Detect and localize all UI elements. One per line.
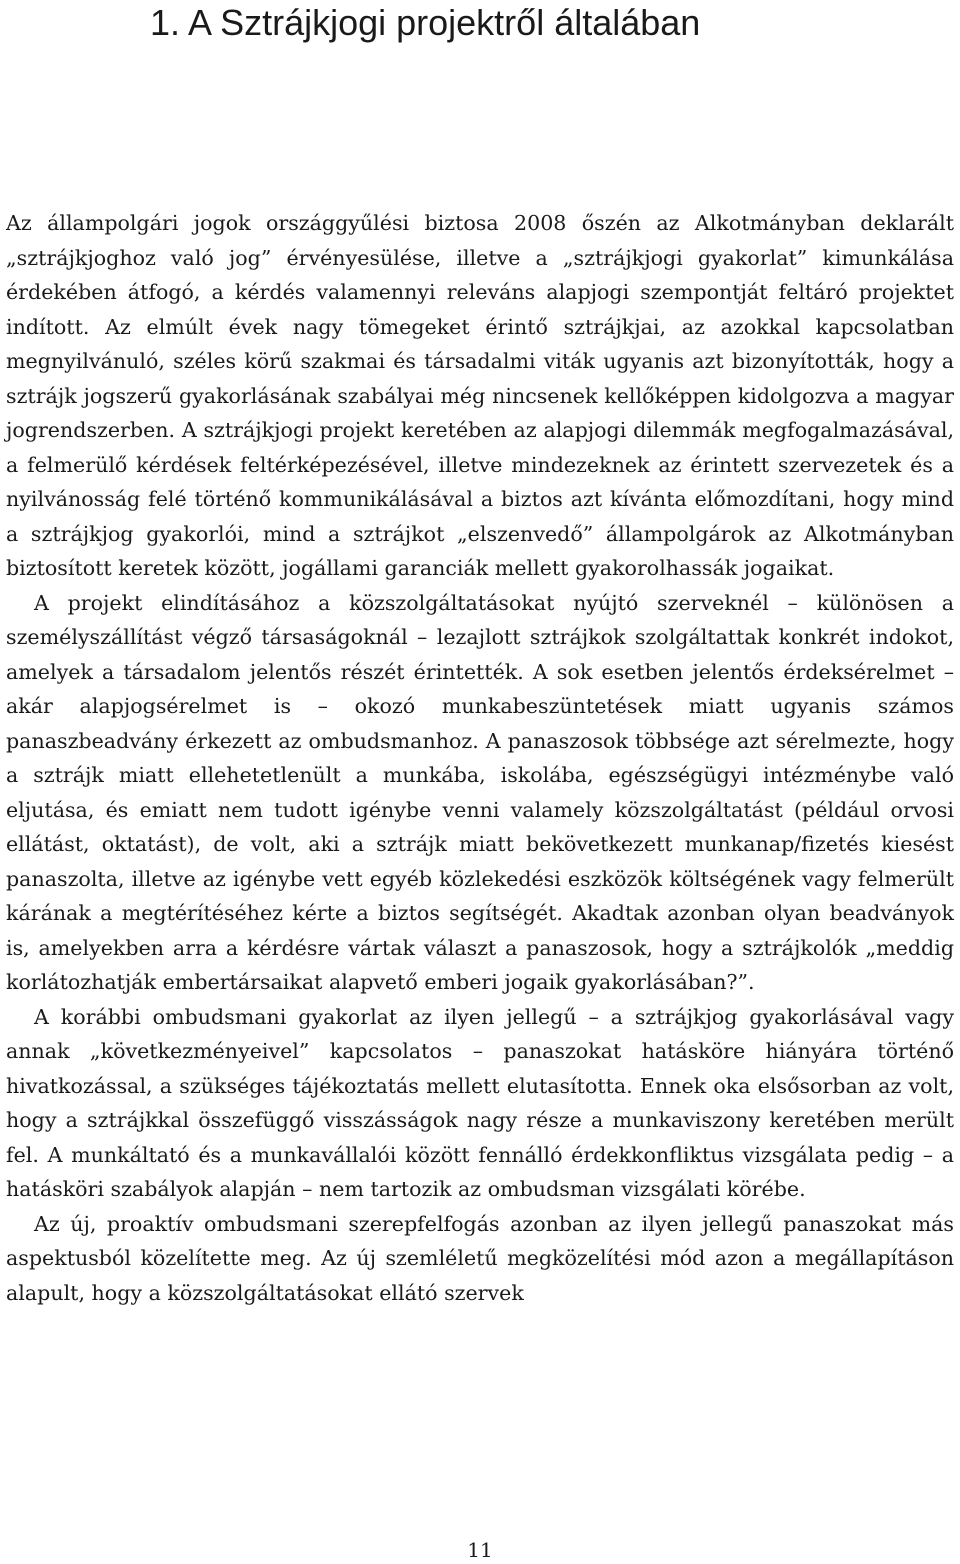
page-number: 11 bbox=[467, 1538, 493, 1562]
paragraph-4: Az új, proaktív ombudsmani szerepfelfogás azonban az ilyen jellegű panaszokat más aspektusból közelítette meg. Az új szemléletű megközelítési mód azon a megállapításon alapult, hogy a közszolgáltatásokat ellátó szervek bbox=[6, 1211, 954, 1305]
chapter-title: 1. A Sztrájkjogi projektről általában bbox=[150, 2, 701, 43]
paragraph-1: Az állampolgári jogok országgyűlési biztosa 2008 őszén az Alkotmányban deklarált „sztrájkjoghoz való jog” érvényesülése, illetve a „sztrájkjogi gyakorlat” kimunkálása érdekében átfogó, a kérdés valamennyi releváns alapjogi szempontját feltáró projektet indított. Az elmúlt évek nagy tömegeket érintő sztrájkjai, az azokkal kapcsolatban megnyilvánuló, széles körű szakmai és társadalmi viták ugyanis azt bizonyították, hogy a sztrájk jogszerű gyakorlásának szabályai még nincsenek kellőképpen kidolgozva a magyar jogrendszerben. A sztrájkjogi projekt keretében az alapjogi dilemmák megfogalmazásával, a felmerülő kérdések feltérképezésével, illetve mindezeknek az érintett szervezetek és a nyilvánosság felé történő kommunikálásával a biztos azt kívánta előmozdítani, hogy mind a sztrájkjog gyakorlói, mind a sztrájkot „elszenvedő” állampolgárok az Alkotmányban biztosított keretek között, jogállami garanciák mellett gyakorolhassák jogaikat. bbox=[6, 211, 954, 580]
paragraph-2: A projekt elindításához a közszolgáltatásokat nyújtó szerveknél – különösen a személyszállítást végző társaságoknál – lezajlott sztrájkok szolgáltattak konkrét indokot, amelyek a társadalom jelentős részét érintették. A sok esetben jelentős érdeksérelmet – akár alapjogsérelmet is – okozó munkabeszüntetések miatt ugyanis számos panaszbeadvány érkezett az ombudsmanhoz. A panaszosok többsége azt sérelmezte, hogy a sztrájk miatt ellehetetlenült a munkába, iskolába, egészségügyi intézménybe való eljutása, és emiatt nem tudott igénybe venni valamely közszolgáltatást (például orvosi ellátást, oktatást), de volt, aki a sztrájk miatt bekövetkezett munkanap/fizetés kiesést panaszolta, illetve az igénybe vett egyéb közlekedési eszközök költségének vagy felmerült kárának a megtérítéséhez kérte a biztos segítségét. Akadtak azonban olyan beadványok is, amelyekben arra a kérdésre vártak választ a panaszosok, hogy a sztrájkolók „meddig korlátozhatják embertársaikat alapvető emberi jogaik gyakorlásában?”. bbox=[6, 590, 954, 994]
paragraph-3: A korábbi ombudsmani gyakorlat az ilyen jellegű – a sztrájkjog gyakorlásával vagy annak „következményeivel” kapcsolatos – panaszokat hatásköre hiányára történő hivatkozással, a szükséges tájékoztatás mellett elutasította. Ennek oka elsősorban az volt, hogy a sztrájkkal összefüggő visszásságok nagy része a munkaviszony keretében merült fel. A munkáltató és a munkavállalói között fennálló érdekkonfliktus vizsgálata pedig – a hatásköri szabályok alapján – nem tartozik az ombudsman vizsgálati körébe. bbox=[6, 1004, 954, 1201]
body-text bbox=[6, 206, 954, 1310]
